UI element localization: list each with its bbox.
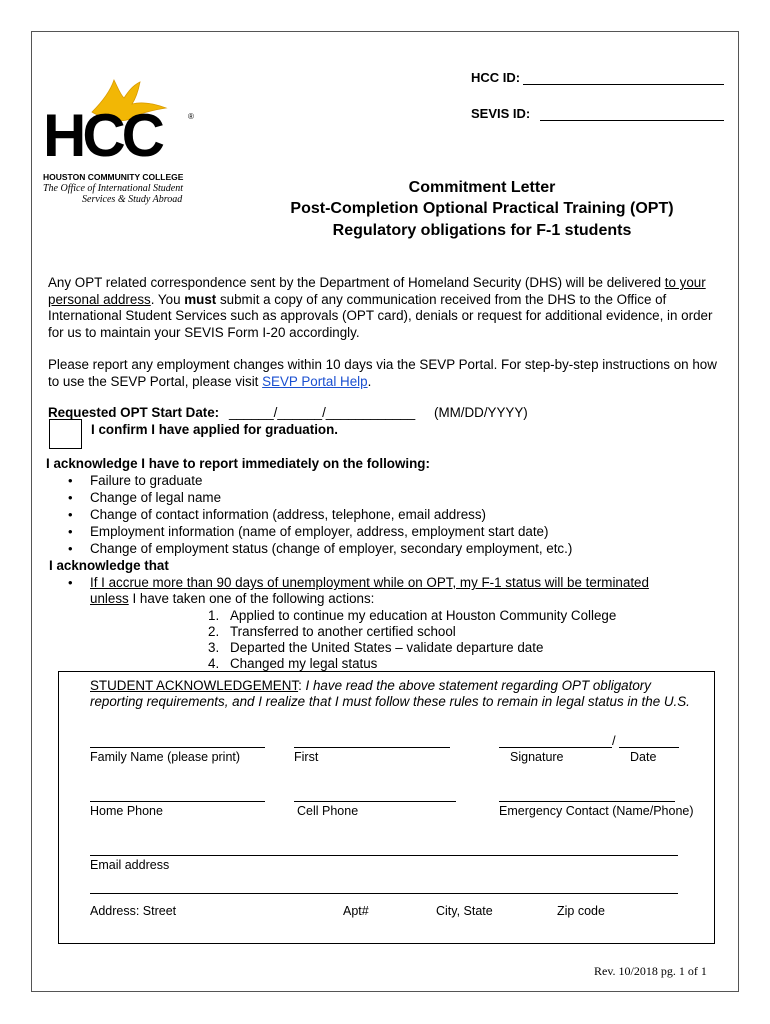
revision-footer: Rev. 10/2018 pg. 1 of 1 [594,964,707,978]
para1-text-2: . You [150,291,185,307]
cell-phone-field[interactable] [294,801,456,802]
hcc-mark: HCC [43,102,161,169]
first-label: First [294,750,319,764]
office-line-1: The Office of International Student [43,183,183,194]
opt-start-date-field[interactable]: ______/______/____________ [229,405,416,420]
bullet-2: • [68,490,73,505]
student-ack-line-2 [90,694,690,709]
email-field[interactable] [90,855,678,856]
registered-mark: ® [188,112,194,121]
para1-underline: to your personal address [48,275,706,307]
bullet-4: • [68,524,73,539]
student-ack-text-1: I have read the above statement regarding OPT obligatory [301,678,651,693]
correspondence-paragraph [48,275,728,341]
opt-start-label: Requested OPT Start Date: [48,405,220,420]
zip-code-label: Zip code [557,904,605,918]
report-item-2: Change of legal name [90,490,222,505]
first-name-field[interactable] [294,747,450,748]
action-4-num: 4. [208,656,220,671]
document-page [31,31,739,992]
bullet-3: • [68,507,73,522]
action-1-num: 1. [208,608,220,623]
bullet-1: • [68,473,73,488]
home-phone-label: Home Phone [90,804,163,818]
bullet-6: • [68,575,73,590]
student-ack-colon: : [298,678,302,693]
para1-text-1: Any OPT related correspondence sent by the Department of Homeland Security (DHS) will be delivered [48,275,665,290]
unemployment-line-1: If I accrue more than 90 days of unemployment while on OPT, my F-1 status will be terminated [90,575,649,590]
para2-text: Please report any employment changes within 10 days via the SEVP Portal. For step-by-step instructions on how to use the SEVP Portal, please visit [48,357,717,389]
signature-label: Signature [510,750,564,764]
action-4-text: Changed my legal status [230,656,378,671]
report-item-4: Employment information (name of employer, address, employment start date) [90,524,549,539]
action-1-text: Applied to continue my education at Houston Community College [230,608,617,623]
title-line-2: Post-Completion Optional Practical Training (OPT) [290,200,674,217]
hcc-id-label: HCC ID: [471,70,521,85]
city-state-label: City, State [436,904,493,918]
bullet-5: • [68,541,73,556]
title-line-1: Commitment Letter [408,179,556,196]
home-phone-field[interactable] [90,801,265,802]
student-ack-text-2: reporting requirements, and I realize that I must follow these rules to remain in legal status in the U.S. [90,694,690,709]
graduation-checkbox[interactable] [49,419,82,449]
office-line-2: Services & Study Abroad [82,194,183,205]
sevp-portal-help-link[interactable]: SEVP Portal Help [262,373,368,389]
date-field[interactable] [619,747,679,748]
date-format-hint: (MM/DD/YYYY) [434,405,528,420]
para1-bold: must [184,291,217,307]
emergency-contact-label: Emergency Contact (Name/Phone) [499,804,694,818]
family-name-label: Family Name (please print) [90,750,241,764]
sevis-id-field[interactable] [540,120,724,121]
report-item-1: Failure to graduate [90,473,203,488]
report-heading: I acknowledge I have to report immediately on the following: [46,456,430,471]
college-name: HOUSTON COMMUNITY COLLEGE [43,172,184,182]
ack-that-heading: I acknowledge that [49,558,169,573]
signature-date-slash: / [612,733,616,748]
address-street-label: Address: Street [90,904,177,918]
signature-field[interactable] [499,747,612,748]
graduation-confirm-text: I confirm I have applied for graduation. [91,422,339,437]
unemployment-line-2-rest: I have taken one of the following actions: [128,591,375,606]
action-2-num: 2. [208,624,220,639]
para1-text-3: submit a copy of any communication received from the DHS to the Office of International Student Services such as approvals (OPT card), denials or request for additional evidence, in order for us to maintain your SEVIS Form I-20 accordingly. [48,291,713,340]
report-item-5: Change of employment status (change of employer, secondary employment, etc.) [90,541,573,556]
action-3-num: 3. [208,640,220,655]
family-name-field[interactable] [90,747,265,748]
unemployment-line-2 [90,591,374,606]
para2-end: . [367,373,372,389]
emergency-contact-field[interactable] [499,801,675,802]
action-2-text: Transferred to another certified school [230,624,456,639]
apt-label: Apt# [343,904,369,918]
sevp-paragraph [48,357,728,390]
report-item-3: Change of contact information (address, telephone, email address) [90,507,486,522]
hcc-id-field[interactable] [523,84,724,85]
sevis-id-label: SEVIS ID: [471,106,531,121]
date-label: Date [630,750,657,764]
student-ack-label: STUDENT ACKNOWLEDGEMENT [90,678,299,693]
action-3-text: Departed the United States – validate departure date [230,640,544,655]
title-line-3: Regulatory obligations for F-1 students [332,222,632,239]
email-label: Email address [90,858,170,872]
student-ack-line-1 [90,678,651,693]
cell-phone-label: Cell Phone [297,804,359,818]
unless-text: unless [90,591,129,606]
address-field[interactable] [90,893,678,894]
